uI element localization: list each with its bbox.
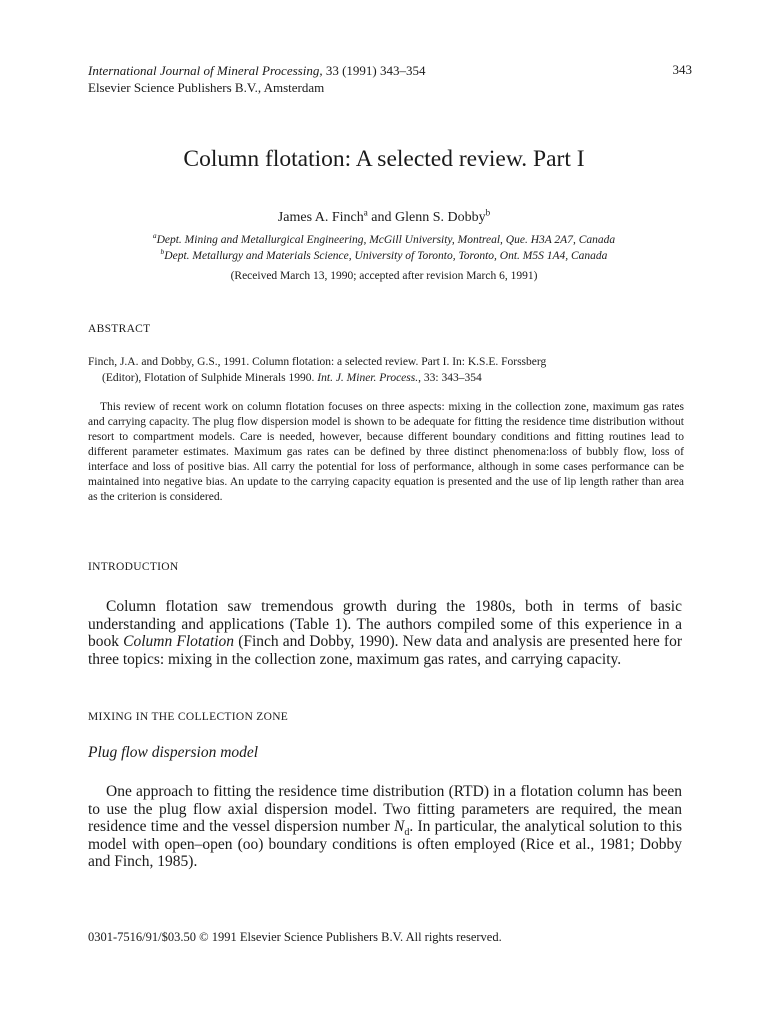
- affiliation-a-mark: a: [152, 231, 157, 241]
- intro-text-start: Column flotation saw tremendous growth during the 1980s, both in terms of basic understanding and applications (Table 1). The authors compiled some of this experience in a book: [88, 598, 682, 650]
- journal-name: International Journal of Mineral Processing,: [88, 63, 323, 78]
- intro-book-title: Column Flotation: [123, 633, 235, 650]
- mixing-text-end: . In particular, the analytical solution to this model with open–open (oo) boundary conditions is often employed (Rice et al., 1981; Dobby and Finch, 1985).: [88, 818, 682, 870]
- author-1-mark: a: [363, 207, 368, 218]
- journal-citation: [88, 62, 648, 79]
- mixing-heading: MIXING IN THE COLLECTION ZONE: [88, 711, 289, 723]
- author-2: Glenn S. Dobby: [395, 210, 486, 225]
- citation-journal: Int. J. Miner. Process.: [317, 372, 419, 384]
- intro-text-end: (Finch and Dobby, 1990). New data and analysis are presented here for three topics: mixing in the collection zone, maximum gas rates, and carrying capacity.: [88, 633, 683, 668]
- introduction-heading: INTRODUCTION: [88, 561, 179, 573]
- article-title: Column flotation: A selected review. Part I: [183, 146, 585, 172]
- page-number: 343: [672, 62, 692, 77]
- affiliation-b-text: Dept. Metallurgy and Materials Science, University of Toronto, Toronto, Ont. M5S 1A4, Canada: [164, 250, 608, 262]
- author-1: James A. Finch: [277, 210, 364, 225]
- author-joiner: and: [367, 210, 396, 225]
- mixing-paragraph: [88, 783, 682, 871]
- affiliation-a: [60, 232, 708, 248]
- publisher-line: Elsevier Science Publishers B.V., Amsterdam: [88, 80, 325, 95]
- abstract-heading: ABSTRACT: [88, 323, 151, 335]
- citation-line-1: Finch, J.A. and Dobby, G.S., 1991. Column flotation: a selected review. Part I. In: K.S.E. Forssberg: [88, 356, 547, 368]
- author-2-mark: b: [485, 207, 491, 218]
- journal-issue: 33 (1991) 343–354: [322, 63, 426, 78]
- introduction-paragraph: [88, 598, 682, 668]
- dispersion-symbol: N: [393, 818, 405, 835]
- citation-editor: (Editor), Flotation of Sulphide Minerals 1990.: [102, 372, 318, 384]
- copyright-footer: 0301-7516/91/$03.50 © 1991 Elsevier Science Publishers B.V. All rights reserved.: [88, 930, 502, 944]
- affiliation-b-mark: b: [160, 247, 165, 257]
- abstract-citation: [88, 354, 680, 386]
- affiliation-b: [60, 248, 708, 264]
- received-dates: (Received March 13, 1990; accepted after revision March 6, 1991): [230, 270, 538, 282]
- dispersion-symbol-sub: d: [404, 827, 410, 839]
- author-line: [60, 207, 708, 226]
- mixing-text-start: One approach to fitting the residence time distribution (RTD) in a flotation column has been to use the plug flow axial dispersion model. Two fitting parameters are required, the mean residence time and the vessel dispersion number: [88, 783, 682, 835]
- journal-header: [88, 62, 648, 96]
- mixing-subheading: Plug flow dispersion model: [88, 744, 259, 761]
- abstract-text: This review of recent work on column flotation focuses on three aspects: mixing in the collection zone, maximum gas rates and carrying capacity. The plug flow dispersion model is shown to be adequate for fitting the residence time distribution without resort to compartment models. Care is needed, however, because different boundary conditions and fitting routines lead to different parameter estimates. Maximum gas rates can be defined by three distinct phenomena:loss of bubbly flow, loss of interface and loss of positive bias. All carry the potential for loss of performance, although in some cases performance can be maintained into negative bias. An update to the carrying capacity equation is presented and the use of lip length rather than area as the criterion is considered.: [88, 401, 684, 503]
- citation-pages: , 33: 343–354: [418, 372, 482, 384]
- affiliation-a-text: Dept. Mining and Metallurgical Engineering, McGill University, Montreal, Que. H3A 2A7, Canada: [156, 234, 616, 246]
- affiliations: [60, 232, 708, 264]
- citation-line-2: [88, 370, 680, 386]
